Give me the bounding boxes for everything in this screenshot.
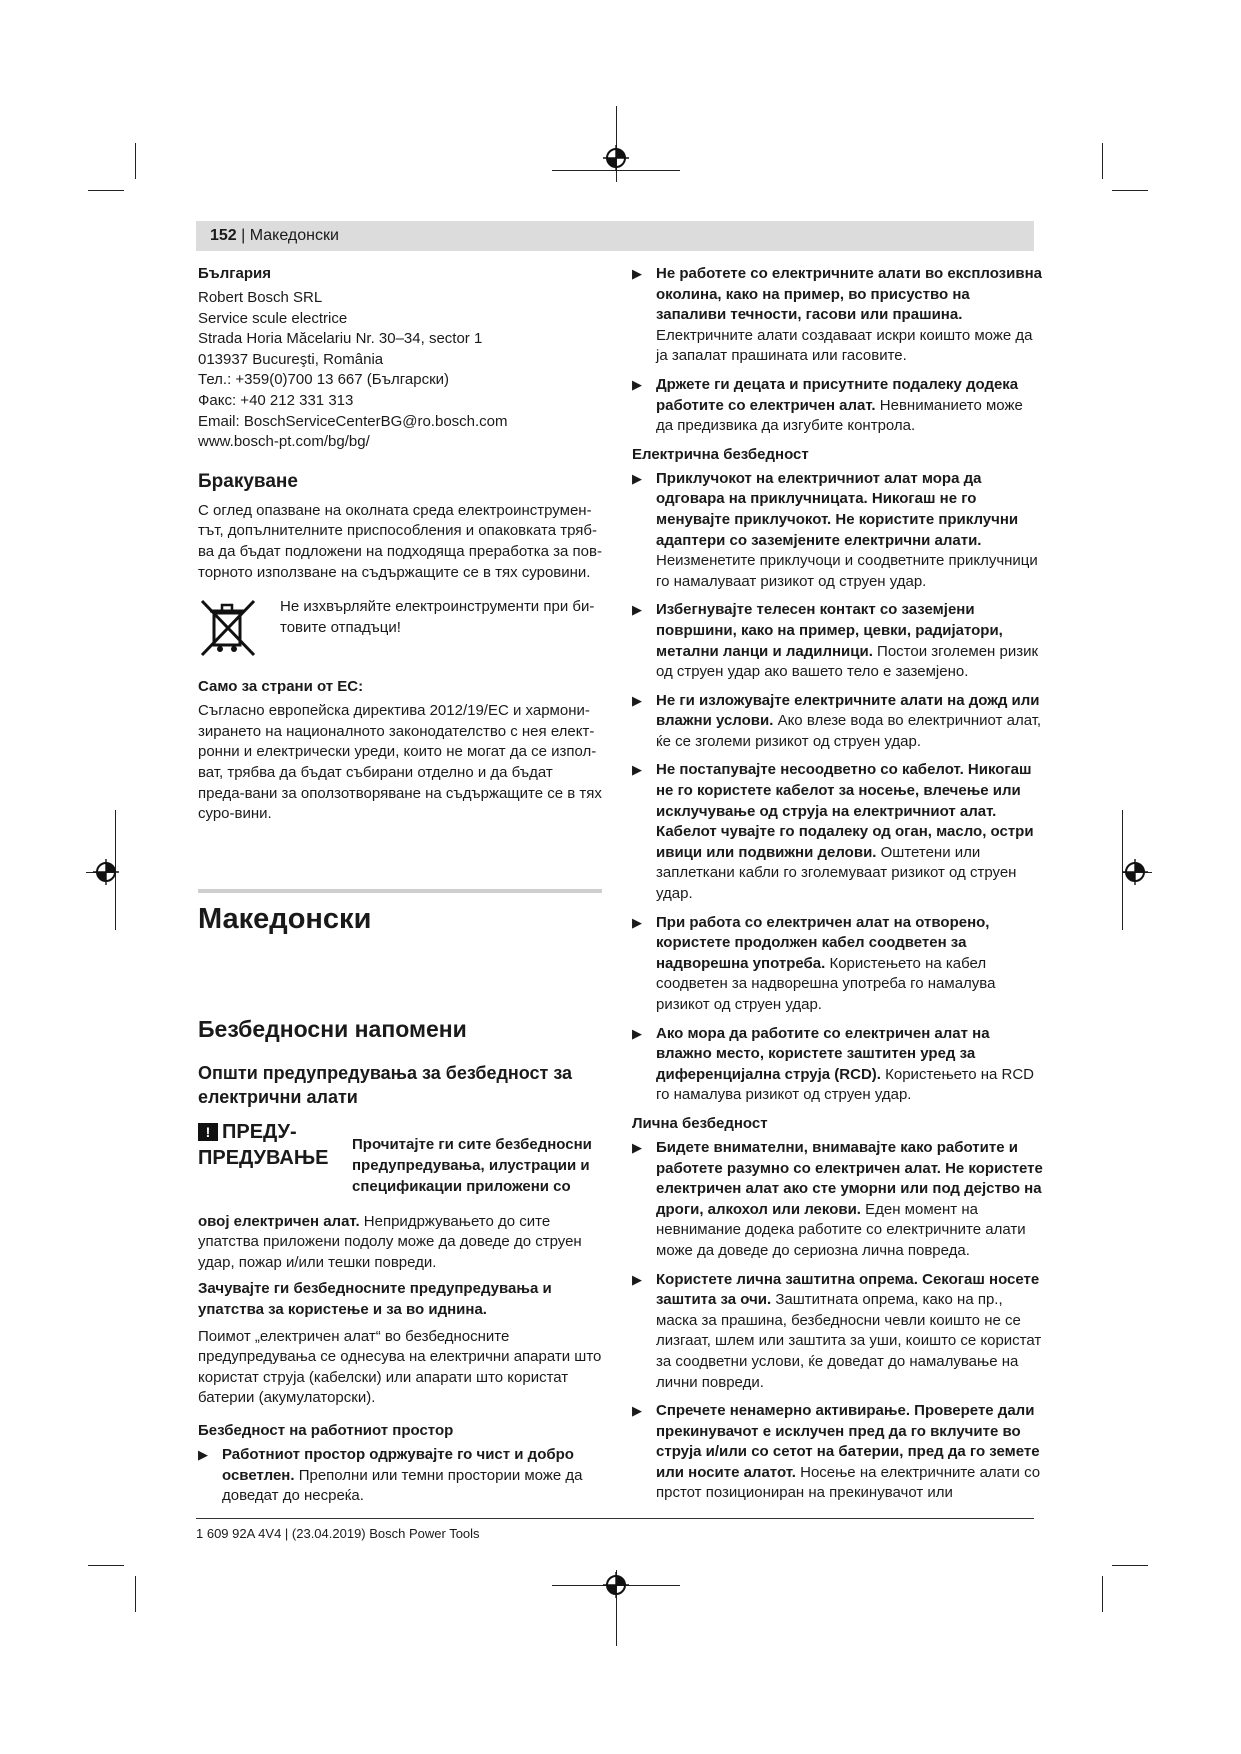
personal-safety-heading: Лична безбедност xyxy=(632,1114,768,1132)
bullet-text: Оштетени или заплеткани кабли го зголемуваат ризикот од струен удар. xyxy=(656,843,1017,903)
eu-text: Съгласно европейска директива 2012/19/ЕС и хармони-зирането на националното законодателство с нея елект-ронни и електрически уреди, които не могат да се изпол-ват, трябва да бъдат събирани отделно и да бъдат преда-вани за оползотворяване на съдържащите се в тях суро-вини. xyxy=(198,702,602,823)
list-item xyxy=(198,1445,602,1507)
warning-continuation xyxy=(198,1212,602,1274)
crop-mark xyxy=(135,1576,136,1612)
list-item xyxy=(632,600,1044,682)
bullet-text: Користењето на кабел соодветен за надворешна употреба го намалува ризикот од струен удар. xyxy=(656,954,996,1013)
keep-instructions: Зачувајте ги безбедносните предупредувања и упатства за користење и за во иднина. xyxy=(198,1280,552,1319)
bullet-bold: При работа со електричен алат на отворено, користете продолжен кабел соодветен за надворешна употреба. xyxy=(656,913,990,972)
bullet-arrow-icon: ▶ xyxy=(632,602,642,618)
page-footer: 1 609 92A 4V4 | (23.04.2019) Bosch Power Tools xyxy=(196,1526,480,1541)
bullet-text: Заштитната опрема, како на пр., маска за прашина, безбедносни чевли коишто не се лизгаат, шлем или заштита за уши, коишто се користат за соодветни услови, ќе доведат до намалување на лични повреди. xyxy=(656,1291,1042,1391)
registration-mark-icon xyxy=(603,1572,629,1598)
warning-bold-text: Прочитајте ги сите безбедносни предупредувања, илустрации и спецификации приложени со xyxy=(352,1135,592,1195)
bullet-bold: Не работете со електричните алати во експлозивна околина, како на пример, во присуство на запаливи течности, гасови или прашина. xyxy=(656,265,1042,324)
address-line: Тел.: +359(0)700 13 667 (Български) xyxy=(198,371,450,389)
bullet-bold: Не ги изложувајте електричните алати на дожд или влажни услови. xyxy=(656,691,1040,730)
bullet-bold: Приклучокот на електричниот алат мора да одговара на приклучницата. Никогаш не го менувајте приклучокот. Не користите приклучни адаптери со заземјените електрични алати. xyxy=(656,469,1019,549)
crop-mark xyxy=(88,1565,124,1566)
bullet-text: Ако влезе вода во електричниот алат, ќе се зголеми ризикот од струен удар. xyxy=(656,712,1042,750)
crop-mark xyxy=(1112,1565,1148,1566)
address-line: Факс: +40 212 331 313 xyxy=(198,391,354,409)
bullet-arrow-icon: ▶ xyxy=(632,376,642,392)
warning-label xyxy=(198,1119,352,1212)
list-item xyxy=(632,760,1044,904)
section-divider xyxy=(198,889,602,893)
address-block xyxy=(198,288,602,453)
bullet-text: Еден момент на невнимание додека работите со електричните алати може да доведе до сериозна лична повреда. xyxy=(656,1200,1026,1259)
list-item xyxy=(632,264,1044,367)
crossed-bin-icon xyxy=(198,597,258,659)
address-line: Robert Bosch SRL xyxy=(198,289,323,306)
registration-mark-icon xyxy=(603,145,629,171)
warning-continuation-bold: овој електричен алат. xyxy=(198,1212,360,1230)
weee-text: Не изхвърляйте електроинструменти при би-товите отпадъци! xyxy=(280,598,595,636)
page-header xyxy=(196,221,1034,251)
bullet-bold: Користете лична заштитна опрема. Секогаш носете заштита за очи. xyxy=(656,1270,1040,1309)
list-item xyxy=(632,691,1044,753)
warning-triangle-icon: ! xyxy=(198,1123,218,1141)
bullet-arrow-icon: ▶ xyxy=(198,1447,208,1463)
address-line: 013937 Bucureşti, România xyxy=(198,350,384,368)
right-column xyxy=(632,264,1044,1512)
list-item xyxy=(632,1401,1044,1504)
list-item xyxy=(632,375,1044,437)
list-item xyxy=(632,1270,1044,1394)
address-website: www.bosch-pt.com/bg/bg/ xyxy=(198,433,370,451)
bullet-text: Постои зголемен ризик од струен удар ако вашето тело е заземјено. xyxy=(656,642,1039,681)
disposal-heading: Бракуване xyxy=(198,470,298,492)
registration-mark-icon xyxy=(93,859,119,885)
list-item xyxy=(632,913,1044,1016)
warning-label-text: ПРЕДУ-ПРЕДУВАЊЕ xyxy=(198,1120,329,1169)
disposal-text: С оглед опазване на околната среда електроинструмен-тът, допълнителните приспособления и опаковката тряб-ва да бъдат подложени на подходяща преработка за пов-торното използване на съдържащите се в тях суровини. xyxy=(198,501,602,581)
crop-mark xyxy=(1102,143,1103,179)
general-warnings-heading: Општи предупредувања за безбедност за електрични алати xyxy=(198,1062,573,1107)
bullet-arrow-icon: ▶ xyxy=(632,914,642,930)
bullet-arrow-icon: ▶ xyxy=(632,266,642,281)
header-language: Македонски xyxy=(249,227,339,244)
bullet-bold: Држете ги децата и присутните подалеку додека работите со електричен алат. xyxy=(656,375,1019,414)
warning-continuation-text: Непридржувањето до сите упатства приложени подолу може да доведе до струен удар, пожар и/или тешки повреди. xyxy=(198,1212,582,1271)
list-item xyxy=(632,469,1044,593)
bullet-arrow-icon: ▶ xyxy=(632,1139,642,1155)
bullet-text: Преполни или темни простории може да доведат до несреќа. xyxy=(222,1466,583,1505)
bullet-text: Електричните алати создаваат искри коишто може да ја запалат прашината или гасовите. xyxy=(656,326,1033,365)
crop-mark xyxy=(1112,190,1148,191)
address-line: Strada Horia Măcelariu Nr. 30–34, sector 1 xyxy=(198,330,483,348)
bullet-text: Користењето на RCD го намалува ризикот од струен удар. xyxy=(656,1065,1035,1104)
bullet-arrow-icon: ▶ xyxy=(632,1403,642,1419)
bullet-text: Неизменетите приклучоци и соодветните приклучници го намалуваат ризикот од струен удар. xyxy=(656,552,1038,590)
workarea-heading: Безбедност на работниот простор xyxy=(198,1422,454,1440)
weee-notice xyxy=(198,597,602,659)
safety-heading: Безбедносни напомени xyxy=(198,1015,467,1042)
bullet-text: Носење на електричните алати со прстот позициониран на прекинувачот или xyxy=(656,1463,1041,1502)
left-column xyxy=(198,264,602,1515)
registration-mark-icon xyxy=(1122,859,1148,885)
warning-block xyxy=(198,1119,602,1212)
crop-mark xyxy=(88,190,124,191)
page-number: 152 xyxy=(210,227,237,244)
address-line: Service scule electrice xyxy=(198,309,348,327)
bullet-arrow-icon: ▶ xyxy=(632,1271,642,1287)
bullet-bold: Ако мора да работите со електричен алат на влажно место, користете заштитен уред за диференцијална струја (RCD). xyxy=(656,1024,990,1083)
bullet-bold: Работниот простор одржувајте го чист и добро осветлен. xyxy=(222,1446,574,1484)
bullet-text: Невниманието може да предизвика да изгубите контрола. xyxy=(656,396,1023,435)
address-email: Email: BoschServiceCenterBG@ro.bosch.com xyxy=(198,412,508,430)
crop-mark xyxy=(1102,1576,1103,1612)
footer-divider xyxy=(196,1518,1034,1519)
electrical-safety-heading: Електрична безбедност xyxy=(632,445,809,463)
bullet-arrow-icon: ▶ xyxy=(632,692,642,708)
bullet-bold: Спречете ненамерно активирање. Проверете дали прекинувачот е исклучен пред да го вклучите во струја и/или со сетот на батерии, пред да го земете или носите алатот. xyxy=(656,1402,1040,1481)
language-title: Македонски xyxy=(198,902,372,935)
list-item xyxy=(632,1138,1044,1262)
bullet-bold: Избегнувајте телесен контакт со заземјени површини, како на пример, цевки, радијатори, метални ланци и ладилници. xyxy=(656,601,1003,660)
bullet-bold: Не постапувајте несоодветно со кабелот. Никогаш не го користете кабелот за носење, влечење или исклучување од струја на електричниот алат. Кабелот чувајте го подалеку од оган, масло, остри ивици или подвижни делови. xyxy=(656,761,1034,861)
eu-heading: Само за страни от ЕС: xyxy=(198,678,364,696)
list-item xyxy=(632,1024,1044,1106)
bullet-bold: Бидете внимателни, внимавајте како работите и работете разумно со електричен алат. Не користете електричен алат ако сте уморни или под дејство на дроги, алкохол или лекови. xyxy=(656,1138,1043,1218)
bullet-arrow-icon: ▶ xyxy=(632,470,642,486)
header-separator: | xyxy=(236,227,250,244)
bulgaria-heading: България xyxy=(198,265,271,282)
bullet-arrow-icon: ▶ xyxy=(632,1025,642,1041)
term-definition: Поимот „електричен алат“ во безбедносните предупредувања се однесува на електрични апарати што користат струја (кабелски) или апарати што користат батерии (акумулаторски). xyxy=(198,1327,602,1407)
bullet-arrow-icon: ▶ xyxy=(632,762,642,778)
crop-mark xyxy=(135,143,136,179)
